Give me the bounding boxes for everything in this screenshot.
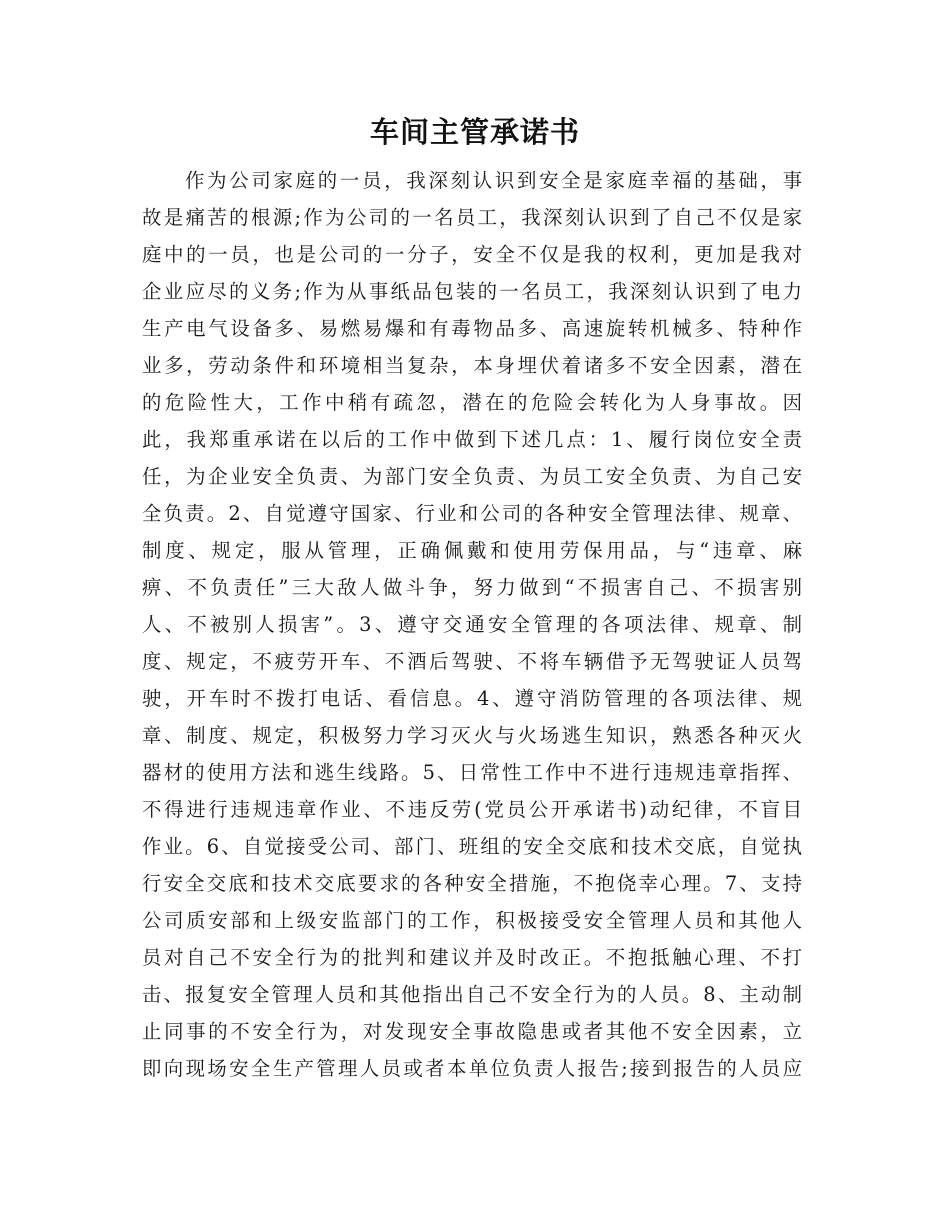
body-line: 击、报复安全管理人员和其他指出自己不安全行为的人员。8、主动制 bbox=[142, 983, 802, 1006]
body-line: 庭中的一员，也是公司的一分子，安全不仅是我的权利，更加是我对 bbox=[142, 243, 802, 266]
body-line: 止同事的不安全行为，对发现安全事故隐患或者其他不安全因素，立 bbox=[142, 1020, 802, 1043]
body-line: 生产电气设备多、易燃易爆和有毒物品多、高速旋转机械多、特种作 bbox=[142, 317, 802, 340]
body-line: 痹、不负责任”三大敌人做斗争，努力做到“不损害自己、不损害别 bbox=[142, 576, 802, 599]
body-line: 作为公司家庭的一员，我深刻认识到安全是家庭幸福的基础，事 bbox=[185, 169, 802, 192]
body-line: 公司质安部和上级安监部门的工作，积极接受安全管理人员和其他人 bbox=[142, 909, 802, 932]
body-line: 故是痛苦的根源;作为公司的一名员工，我深刻认识到了自己不仅是家 bbox=[142, 206, 802, 229]
body-line: 全负责。2、自觉遵守国家、行业和公司的各种安全管理法律、规章、 bbox=[142, 502, 802, 525]
body-line: 企业应尽的义务;作为从事纸品包装的一名员工，我深刻认识到了电力 bbox=[142, 280, 802, 303]
body-line: 行安全交底和技术交底要求的各种安全措施，不抱侥幸心理。7、支持 bbox=[142, 872, 802, 895]
body-line: 驶，开车时不拨打电话、看信息。4、遵守消防管理的各项法律、规 bbox=[142, 687, 802, 710]
document-body bbox=[142, 162, 802, 1087]
body-line: 章、制度、规定，积极努力学习灭火与火场逃生知识，熟悉各种灭火 bbox=[142, 724, 802, 747]
body-line: 任，为企业安全负责、为部门安全负责、为员工安全负责、为自己安 bbox=[142, 465, 802, 488]
body-line: 度、规定，不疲劳开车、不酒后驾驶、不将车辆借予无驾驶证人员驾 bbox=[142, 650, 802, 673]
body-line: 器材的使用方法和逃生线路。5、日常性工作中不进行违规违章指挥、 bbox=[142, 761, 802, 784]
body-line: 人、不被别人损害”。3、遵守交通安全管理的各项法律、规章、制 bbox=[142, 613, 802, 636]
body-line: 的危险性大，工作中稍有疏忽，潜在的危险会转化为人身事故。因 bbox=[142, 391, 802, 414]
body-line: 作业。6、自觉接受公司、部门、班组的安全交底和技术交底，自觉执 bbox=[142, 835, 802, 858]
body-line: 制度、规定，服从管理，正确佩戴和使用劳保用品，与“违章、麻 bbox=[142, 539, 802, 562]
body-line: 即向现场安全生产管理人员或者本单位负责人报告;接到报告的人员应 bbox=[142, 1057, 802, 1080]
document-title: 车间主管承诺书 bbox=[369, 115, 580, 149]
body-line: 不得进行违规违章作业、不违反劳(党员公开承诺书)动纪律，不盲目 bbox=[142, 798, 802, 821]
body-line: 此，我郑重承诺在以后的工作中做到下述几点：1、履行岗位安全责 bbox=[142, 428, 802, 451]
body-line: 员对自己不安全行为的批判和建议并及时改正。不抱抵触心理、不打 bbox=[142, 946, 802, 969]
body-line: 业多，劳动条件和环境相当复杂，本身埋伏着诸多不安全因素，潜在 bbox=[142, 354, 802, 377]
